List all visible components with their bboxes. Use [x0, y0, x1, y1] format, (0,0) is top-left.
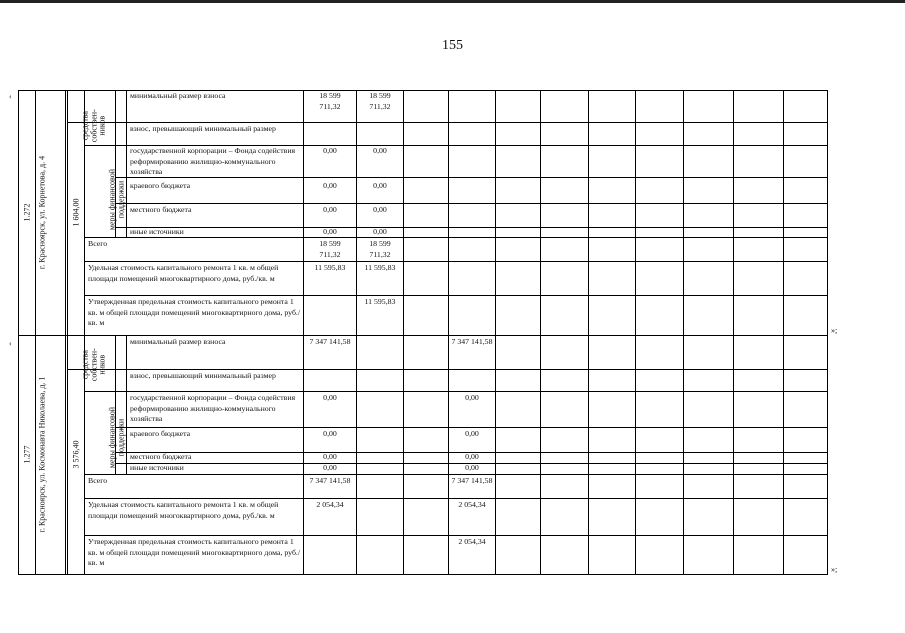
label-limit-cost: Утвержденная предельная стоимость капитального ремонта 1 кв. м общей площади помещений многоквартирного дома, руб./кв. м [88, 537, 301, 568]
value-cell: 18 599 711,32 [319, 239, 341, 259]
col-line [635, 90, 636, 575]
row-line [84, 391, 828, 392]
label-regional: краевого бюджета [130, 429, 191, 438]
col-line [827, 90, 828, 575]
col-line [588, 90, 589, 575]
item-number: 1.277 [22, 445, 32, 464]
area: 3 576,40 [71, 440, 81, 469]
group-support: меры финансовой поддержки [107, 168, 125, 231]
budget-table [18, 90, 828, 575]
col-line [84, 90, 85, 575]
label-local: местного бюджета [130, 205, 192, 214]
address: г. Красноярск, ул. Корнетова, д. 4 [37, 155, 47, 270]
value-cell: 0,00 [465, 429, 479, 438]
value-cell: 0,00 [323, 227, 337, 236]
value-cell: 0,00 [323, 452, 337, 461]
value-cell: 2 054,34 [458, 500, 486, 509]
value-cell: 7 347 141,58 [451, 476, 493, 485]
value-cell: 0,00 [465, 452, 479, 461]
value-cell: 0,00 [465, 463, 479, 472]
label-min-contribution: минимальный размер взноса [130, 337, 226, 346]
value-cell: 0,00 [373, 205, 387, 214]
col-line [403, 90, 404, 575]
value-cell: 2 054,34 [458, 537, 486, 546]
value-cell: 18 599 711,32 [369, 91, 391, 111]
col-line [733, 90, 734, 575]
bottom-line [18, 574, 828, 575]
label-min-contribution: минимальный размер взноса [130, 91, 226, 100]
label-total: Всего [88, 476, 108, 485]
label-total: Всего [88, 239, 108, 248]
item-number: 1.272 [22, 203, 32, 222]
value-cell: 0,00 [323, 463, 337, 472]
row-line [84, 261, 828, 262]
col-line [35, 90, 36, 575]
label-other: иные источники [130, 463, 184, 472]
label-unit-cost: Удельная стоимость капитального ремонта 1 кв. м общей площади помещений многоквартирного дома, руб./кв. м [88, 263, 279, 283]
value-cell: 7 347 141,58 [309, 337, 351, 346]
value-cell: 11 595,83 [364, 297, 396, 306]
col-line [356, 90, 357, 575]
label-unit-cost: Удельная стоимость капитального ремонта 1 кв. м общей площади помещений многоквартирного дома, руб./кв. м [88, 500, 279, 520]
margin-mark: ‹ [9, 339, 12, 348]
page-number: 155 [442, 38, 463, 53]
col-line [126, 335, 127, 474]
col-line [683, 90, 684, 575]
margin-mark: ‹ [9, 92, 12, 101]
group-owners: средства собствен-ников [80, 109, 107, 143]
value-cell: 0,00 [373, 181, 387, 190]
value-cell: 11 595,83 [314, 263, 346, 272]
value-cell: 0,00 [373, 227, 387, 236]
value-cell: 11 595,83 [364, 263, 396, 272]
col-line [540, 90, 541, 575]
row-line [115, 427, 828, 428]
value-cell: 0,00 [373, 146, 387, 155]
value-cell: 7 347 141,58 [309, 476, 351, 485]
value-cell: 2 054,34 [316, 500, 344, 509]
col-line [67, 90, 68, 575]
area: 1 604,00 [71, 198, 81, 227]
address: г. Красноярск, ул. Космонавта Николаева, д. 1 [37, 376, 47, 533]
group-support: меры финансовой поддержки [107, 406, 125, 469]
value-cell: 0,00 [323, 393, 337, 402]
value-cell: 0,00 [323, 146, 337, 155]
label-fund: государственной корпорации – Фонда содействия реформированию жилищно-коммунального хозяйства [130, 393, 296, 424]
end-mark: »; [831, 326, 838, 335]
label-local: местного бюджета [130, 452, 192, 461]
col-line [65, 90, 66, 575]
label-other: иные источники [130, 227, 184, 236]
row-line [84, 498, 828, 499]
label-fund: государственной корпорации – Фонда содействия реформированию жилищно-коммунального хозяйства [130, 146, 296, 177]
block-divider [18, 335, 828, 336]
col-line [448, 90, 449, 575]
value-cell: 18 599 711,32 [319, 91, 341, 111]
col-line [126, 90, 127, 237]
label-over-min: взнос, превышающий минимальный размер [130, 124, 276, 133]
value-cell: 18 599 711,32 [369, 239, 391, 259]
value-cell: 0,00 [323, 181, 337, 190]
row-line [84, 535, 828, 536]
row-line [84, 295, 828, 296]
row-line [84, 474, 828, 475]
value-cell: 0,00 [323, 205, 337, 214]
label-over-min: взнос, превышающий минимальный размер [130, 371, 276, 380]
label-regional: краевого бюджета [130, 181, 191, 190]
value-cell: 0,00 [323, 429, 337, 438]
label-limit-cost: Утвержденная предельная стоимость капитального ремонта 1 кв. м общей площади помещений многоквартирного дома, руб./кв. м [88, 297, 301, 328]
col-line [495, 90, 496, 575]
top-border [0, 0, 905, 3]
row-line [115, 203, 828, 204]
col-line [18, 90, 19, 575]
col-line [783, 90, 784, 575]
end-mark: »; [831, 565, 838, 574]
value-cell: 0,00 [465, 393, 479, 402]
group-owners: средства собствен-ников [80, 348, 107, 382]
value-cell: 7 347 141,58 [451, 337, 493, 346]
